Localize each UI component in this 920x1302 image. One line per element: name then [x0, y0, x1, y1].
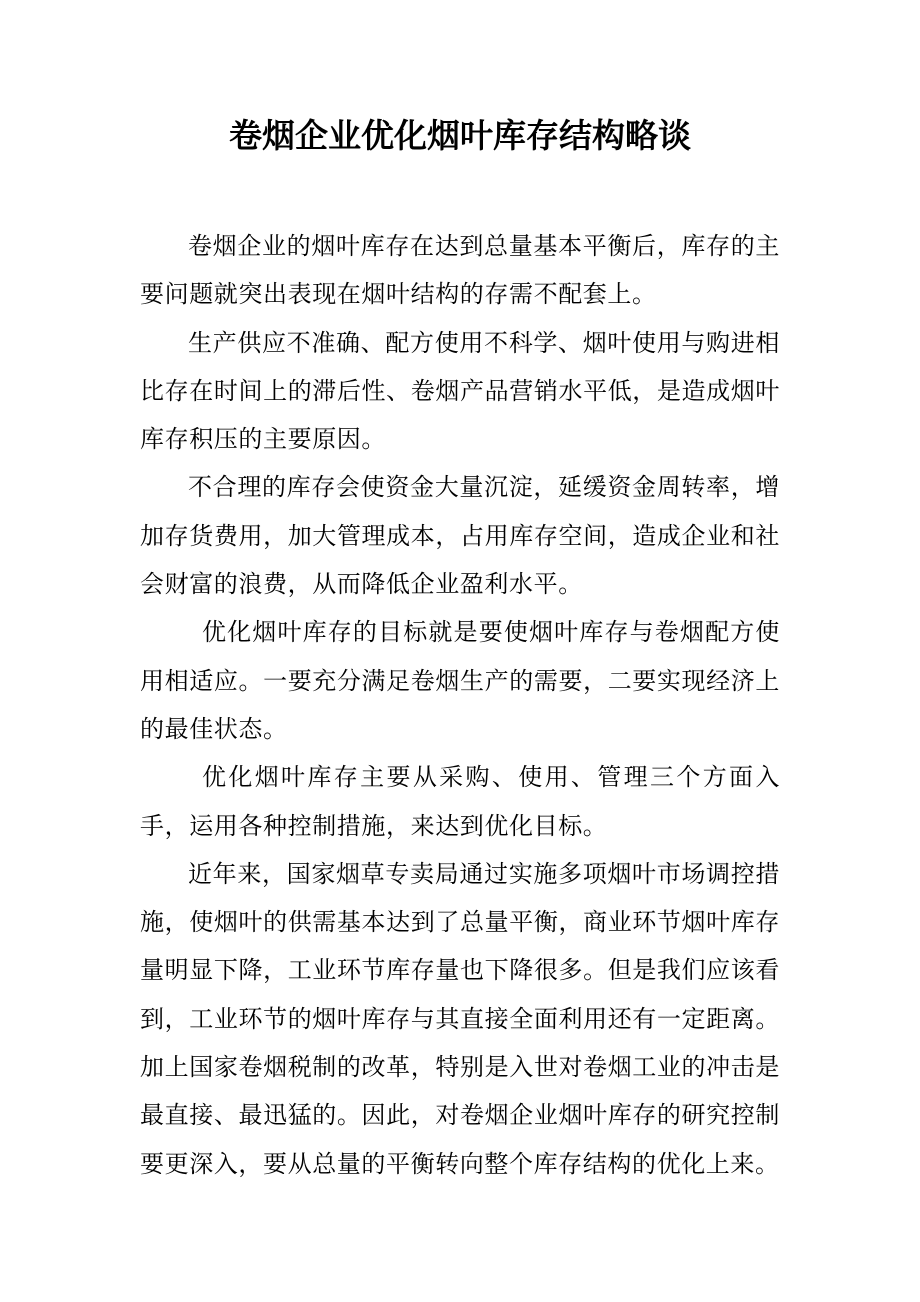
paragraph-4: 优化烟叶库存的目标就是要使烟叶库存与卷烟配方使用相适应。一要充分满足卷烟生产的需要，二要实现经济上的最佳状态。: [140, 618, 780, 743]
paragraph-5: 优化烟叶库存主要从采购、使用、管理三个方面入手，运用各种控制措施，来达到优化目标。: [140, 763, 780, 840]
document-body: [140, 222, 780, 1188]
paragraph-1: 卷烟企业的烟叶库存在达到总量基本平衡后，库存的主要问题就突出表现在烟叶结构的存需不配套上。: [140, 232, 780, 309]
paragraph-3: 不合理的库存会使资金大量沉淀，延缓资金周转率，增加存货费用，加大管理成本，占用库存空间，造成企业和社会财富的浪费，从而降低企业盈利水平。: [140, 473, 780, 599]
document-title: 卷烟企业优化烟叶库存结构略谈: [229, 116, 691, 155]
paragraph-6: 近年来，国家烟草专卖局通过实施多项烟叶市场调控措施，使烟叶的供需基本达到了总量平衡，商业环节烟叶库存量明显下降，工业环节库存量也下降很多。但是我们应该看到，工业环节的烟叶库存与其直接全面利用还有一定距离。加上国家卷烟税制的改革，特别是入世对卷烟工业的冲击是最直接、最迅猛的。因此，对卷烟企业烟叶库存的研究控制要更深入，要从总量的平衡转向整个库存结构的优化上来。: [140, 859, 780, 1178]
paragraph-2: 生产供应不准确、配方使用不科学、烟叶使用与购进相比存在时间上的滞后性、卷烟产品营销水平低，是造成烟叶库存积压的主要原因。: [140, 328, 780, 454]
